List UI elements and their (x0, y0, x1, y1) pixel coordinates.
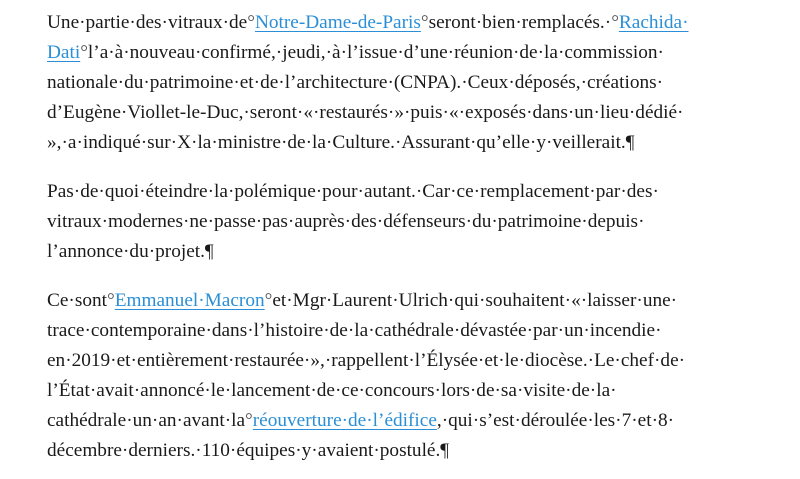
text-run: Une·partie·des·vitraux·de (47, 12, 248, 33)
text-line (47, 406, 767, 436)
hyperlink[interactable]: réouverture·de·l’édifice (252, 410, 437, 431)
text-line (47, 38, 767, 68)
hyperlink[interactable]: Notre-Dame-de-Paris (254, 12, 421, 33)
text-run: en·2019·et·entièrement·restaurée·»,·rappellent·l’Élysée·et·le·diocèse.·Le·chef·de· (47, 350, 686, 371)
paragraph (47, 177, 767, 267)
paragraph-gap (47, 267, 767, 286)
space-marker: ° (245, 410, 253, 431)
text-run: trace·contemporaine·dans·l’histoire·de·la·cathédrale·dévastée·par·un·incendie· (47, 320, 662, 341)
text-line (47, 8, 767, 38)
text-run: d’Eugène·Viollet-le-Duc,·seront·«·restaurés·»·puis·«·exposés·dans·un·lieu·dédié· (47, 102, 684, 123)
paragraph (47, 286, 767, 466)
space-marker: ° (420, 12, 429, 33)
text-line (47, 98, 767, 128)
text-run: vitraux·modernes·ne·passe·pas·auprès·des·défenseurs·du·patrimoine·depuis· (47, 211, 645, 232)
space-marker: ° (106, 290, 115, 311)
text-line (47, 346, 767, 376)
text-line (47, 128, 767, 158)
text-run: Ce·sont (47, 290, 107, 311)
text-run: et·Mgr·Laurent·Ulrich·qui·souhaitent·«·laisser·une· (272, 290, 678, 311)
text-run: l’État·avait·annoncé·le·lancement·de·ce·concours·lors·de·sa·visite·de·la· (47, 380, 617, 401)
text-line (47, 68, 767, 98)
text-run: décembre·derniers.·110·équipes·y·avaient·postulé.¶ (47, 440, 450, 461)
space-marker: ° (247, 12, 255, 33)
text-run: Pas·de·quoi·éteindre·la·polémique·pour·autant.·Car·ce·remplacement·par·des· (47, 181, 659, 202)
space-marker: ° (611, 12, 619, 33)
hyperlink[interactable]: Rachida· (618, 12, 689, 33)
text-line (47, 177, 767, 207)
text-run: l’a·à·nouveau·confirmé,·jeudi,·à·l’issue·d’une·réunion·de·la·commission· (87, 42, 664, 63)
text-run: cathédrale·un·an·avant·la (47, 410, 246, 431)
document-body (47, 8, 767, 466)
hyperlink[interactable]: Emmanuel·Macron (114, 290, 265, 311)
space-marker: ° (80, 42, 88, 63)
text-line (47, 436, 767, 466)
text-line (47, 316, 767, 346)
text-run: ,·qui·s’est·déroulée·les·7·et·8· (436, 410, 675, 431)
space-marker: ° (264, 290, 273, 311)
paragraph (47, 8, 767, 158)
text-run: nationale·du·patrimoine·et·de·l’architecture·(CNPA).·Ceux·déposés,·créations· (47, 72, 664, 93)
text-run: »,·a·indiqué·sur·X·la·ministre·de·la·Culture.·Assurant·qu’elle·y·veillerait.¶ (47, 132, 635, 153)
text-line (47, 207, 767, 237)
text-run: l’annonce·du·projet.¶ (47, 241, 214, 262)
text-line (47, 237, 767, 267)
text-run: seront·bien·remplacés.· (428, 12, 612, 33)
paragraph-gap (47, 158, 767, 177)
text-line (47, 286, 767, 316)
text-line (47, 376, 767, 406)
hyperlink[interactable]: Dati (47, 42, 81, 63)
